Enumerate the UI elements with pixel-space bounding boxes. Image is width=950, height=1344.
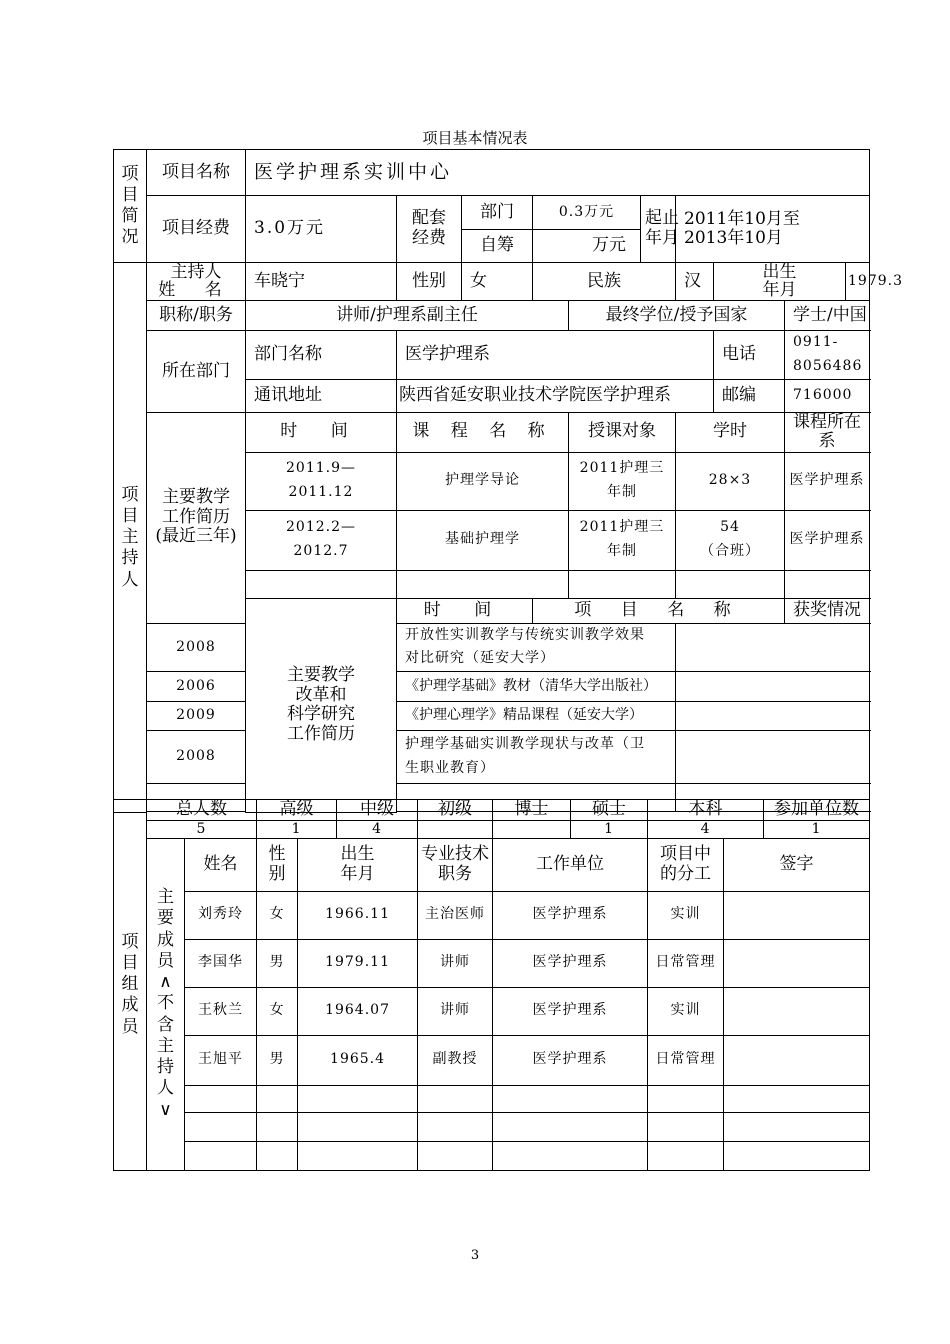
member-name: 李国华 [185,939,257,987]
teaching-course: 基础护理学 [397,510,569,570]
member-title: 讲师 [418,987,493,1035]
dept-name-label: 部门名称 [246,331,397,380]
table-row [114,1141,870,1170]
funding-value: 3.0万元 [246,196,397,263]
stat-value: 4 [648,820,764,838]
member-header-sign: 签字 [724,838,870,891]
member-birth: 1964.07 [298,987,418,1035]
postcode-value: 716000 [785,379,870,412]
member-name: 王旭平 [185,1035,257,1085]
stat-header: 总人数 [147,800,257,821]
member-title: 副教授 [418,1035,493,1085]
research-award [676,672,870,702]
member-header-unit: 工作单位 [493,838,648,891]
team-table [113,799,870,1171]
period-label: 起止年月 [641,196,676,263]
page-title: 项目基本情况表 [422,129,528,147]
member-gender: 男 [257,1035,298,1085]
member-unit: 医学护理系 [493,891,648,939]
stat-value [418,820,493,838]
host-ethnicity-label: 民族 [533,263,676,301]
host-gender-label: 性别 [397,263,462,301]
table-row [114,1085,870,1112]
stat-value: 4 [337,820,418,838]
member-header-title: 专业技术 职务 [418,838,493,891]
member-role: 实训 [648,891,724,939]
research-name: 《护理学基础》教材（清华大学出版社） [397,672,676,702]
host-name-value: 车晓宁 [246,263,397,301]
host-ethnicity-value: 汉 [676,263,714,301]
self-funds-value: 万元 [533,230,641,263]
teaching-course: 护理学导论 [397,452,569,510]
member-role: 实训 [648,987,724,1035]
host-title-value: 讲师/护理系副主任 [246,301,569,331]
dept-funds-label: 部门 [462,196,533,230]
phone-value: 0911-8056486 [785,331,870,380]
member-header-birth: 出生 年月 [298,838,418,891]
teaching-time: 2012.2— 2012.7 [246,510,397,570]
dept-name-value: 医学护理系 [397,331,714,380]
members-label: 主要成员∧不含主持人∨ [147,838,185,1170]
stat-header: 博士 [493,800,571,821]
member-gender: 女 [257,891,298,939]
host-birth-label: 出生 年月 [714,263,846,301]
member-name: 王秋兰 [185,987,257,1035]
matching-funds-label: 配套经费 [397,196,462,263]
research-award [676,623,870,672]
stat-header: 参加单位数 [764,800,870,821]
research-header-time: 时 间 [397,598,533,623]
research-year: 2008 [147,731,246,784]
research-name: 护理学基础实训教学现状与改革（卫 生职业教育） [397,731,676,784]
member-birth: 1966.11 [298,891,418,939]
member-sign [724,987,870,1035]
address-value: 陕西省延安职业技术学院医学护理系 [397,379,714,412]
teaching-time: 2011.9— 2011.12 [246,452,397,510]
stat-value: 1 [257,820,337,838]
member-header-gender: 性 别 [257,838,298,891]
table-row [114,672,870,702]
research-year: 2008 [147,623,246,672]
teaching-header-dept: 课程所在系 [785,412,870,452]
table-row [114,702,870,731]
address-label: 通讯地址 [246,379,397,412]
research-year: 2006 [147,672,246,702]
member-sign [724,1035,870,1085]
dept-funds-value: 0.3万元 [533,196,641,230]
teaching-hours: 54 （合班） [676,510,785,570]
stat-value: 1 [764,820,870,838]
teaching-hours: 28×3 [676,452,785,510]
postcode-label: 邮编 [714,379,785,412]
funding-label: 项目经费 [147,196,246,263]
table-row [114,939,870,987]
host-degree-value: 学士/中国 [785,301,870,331]
member-title: 主治医师 [418,891,493,939]
stat-header: 初级 [418,800,493,821]
member-birth: 1979.11 [298,939,418,987]
member-header-name: 姓名 [185,838,257,891]
teaching-history-label: 主要教学 工作简历 (最近三年) [147,412,246,623]
teaching-target: 2011护理三 年制 [569,452,676,510]
host-title-label: 职称/职务 [147,301,246,331]
member-role: 日常管理 [648,1035,724,1085]
research-name: 《护理心理学》精品课程（延安大学） [397,702,676,731]
stat-value: 5 [147,820,257,838]
teaching-target: 2011护理三 年制 [569,510,676,570]
member-birth: 1965.4 [298,1035,418,1085]
member-role: 日常管理 [648,939,724,987]
member-unit: 医学护理系 [493,1035,648,1085]
teaching-header-hours: 学时 [676,412,785,452]
teaching-dept: 医学护理系 [785,510,870,570]
teaching-dept: 医学护理系 [785,452,870,510]
teaching-header-target: 授课对象 [569,412,676,452]
member-sign [724,891,870,939]
member-unit: 医学护理系 [493,939,648,987]
stat-header: 中级 [337,800,418,821]
host-birth-value: 1979.3 [846,263,870,301]
research-history-label: 主要教学 改革和 科学研究 工作简历 [246,598,397,813]
project-info-table [113,149,903,813]
page-number: 3 [470,1248,480,1263]
table-row [114,731,870,784]
stat-header: 本科 [648,800,764,821]
host-name-label: 主持人 姓 名 [147,263,246,301]
teaching-header-time: 时 间 [246,412,397,452]
table-row [114,891,870,939]
host-gender-value: 女 [462,263,533,301]
host-dept-label: 所在部门 [147,331,246,413]
research-award [676,731,870,784]
research-name: 开放性实训教学与传统实训教学效果 对比研究（延安大学） [397,623,676,672]
project-name-label: 项目名称 [147,150,246,196]
host-section-label: 项目主持人 [114,263,147,813]
stat-header: 硕士 [571,800,648,821]
research-header-name: 项 目 名 称 [533,598,785,623]
member-unit: 医学护理系 [493,987,648,1035]
research-year: 2009 [147,702,246,731]
member-gender: 男 [257,939,298,987]
table-row [114,987,870,1035]
member-header-role: 项目中 的分工 [648,838,724,891]
period-value: 2011年10月至 2013年10月 [676,196,870,263]
member-title: 讲师 [418,939,493,987]
member-gender: 女 [257,987,298,1035]
phone-label: 电话 [714,331,785,380]
overview-section-label: 项目简况 [114,150,147,263]
project-name-value: 医学护理系实训中心 [246,150,870,196]
table-row [114,623,870,672]
stat-value: 1 [571,820,648,838]
host-degree-label: 最终学位/授予国家 [569,301,785,331]
stat-value [493,820,571,838]
member-sign [724,939,870,987]
team-section-label: 项目组成员 [114,800,147,1171]
research-header-award: 获奖情况 [785,598,870,623]
stat-header: 高级 [257,800,337,821]
table-row [114,1112,870,1141]
member-name: 刘秀玲 [185,891,257,939]
research-award [676,702,870,731]
table-row [114,1035,870,1085]
self-funds-label: 自筹 [462,230,533,263]
teaching-header-course: 课 程 名 称 [397,412,569,452]
